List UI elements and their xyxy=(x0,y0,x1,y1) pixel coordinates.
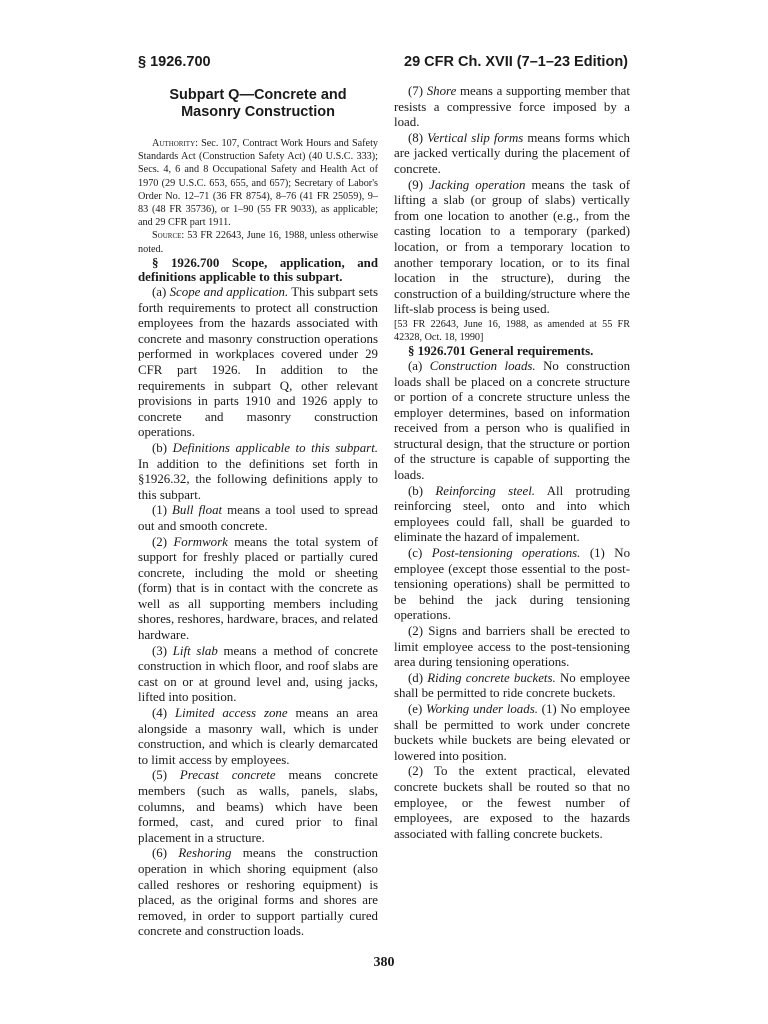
para-text: In addition to the definitions set forth in §1926.32, the following definitions apply to this subpart. xyxy=(138,456,378,502)
para-label: (1) xyxy=(152,503,173,518)
para-term: Construction loads. xyxy=(429,358,536,373)
para-term: Shore xyxy=(426,84,457,98)
para-text: means the construction operation in which shoring equipment (also called reshores or reshoring equipment) is placed, as the original forms and shores are removed, in order to support partially cured concrete and construction loads. xyxy=(138,846,378,939)
paragraph-701-a xyxy=(394,359,630,484)
para-text: (1) No employee shall be permitted to work under concrete buckets while buckets are being elevated or lowered into position. xyxy=(394,701,631,763)
para-text: means forms which are jacked vertically during the placement of concrete. xyxy=(394,130,630,176)
para-label: (9) xyxy=(408,177,430,192)
paragraph-701-d xyxy=(394,671,630,702)
running-head-edition: 29 CFR Ch. XVII (7–1–23 Edition) xyxy=(404,54,628,70)
para-text: means a tool used to spread out and smooth concrete. xyxy=(138,503,379,533)
paragraph-700-b xyxy=(138,441,378,503)
para-term: Definitions applicable to this subpart. xyxy=(172,440,378,455)
section-701-heading: § 1926.701 General requirements. xyxy=(408,344,594,359)
page-number: 380 xyxy=(373,955,395,970)
para-text: means concrete members (such as walls, panels, slabs, columns, and beams) which have been formed, cast, and cured prior to final placement in a structure. xyxy=(138,768,378,845)
subpart-title-line-2: Masonry Construction xyxy=(181,104,335,120)
para-label: (8) xyxy=(408,130,428,145)
source-label: Source: xyxy=(152,230,185,242)
definition-formwork xyxy=(138,535,378,644)
authority-label: Authority: xyxy=(152,138,198,149)
para-label: (7) xyxy=(408,84,427,98)
definition-shore xyxy=(394,84,630,131)
amendment-citation: [53 FR 22643, June 16, 1988, as amended at 55 FR 42328, Oct. 18, 1990] xyxy=(394,318,630,344)
para-label: (d) xyxy=(408,670,428,685)
subpart-title xyxy=(138,87,378,121)
para-text: No construction loads shall be placed on a concrete structure or portion of a concrete structure unless the employer determines, based on information received from a person who is qualified in structural design, that the structure or portion of the structure is capable of supporting the loads. xyxy=(394,358,631,483)
para-term: Jacking operation xyxy=(429,177,526,192)
definition-precast-concrete xyxy=(138,768,378,846)
right-column xyxy=(394,84,630,842)
para-term: Reshoring xyxy=(178,846,232,861)
para-term: Vertical slip forms xyxy=(427,130,524,145)
para-term: Scope and application. xyxy=(169,285,289,300)
authority-text: Sec. 107, Contract Work Hours and Safety Standards Act (Construction Safety Act) (40 U.S.C. 333); Secs. 4, 6 and 8 Occupational Safety and Health Act of 1970 (29 U.S.C. 653, 655, and 657); Secretary of Labor's Order No. 12–71 (36 FR 8754), 8–76 (41 FR 25059), 9–83 (48 FR 35736), or 1–90 (55 FR 9033), as applicable; and 29 CFR part 1911. xyxy=(138,138,378,229)
paragraph-701-c2: (2) Signs and barriers shall be erected to limit employee access to the post-tensioning area during tensioning operations. xyxy=(394,624,630,670)
section-700-heading: § 1926.700 Scope, application, and definitions applicable to this subpart. xyxy=(138,255,378,285)
definition-bull-float xyxy=(138,503,378,534)
left-column xyxy=(138,84,378,940)
definition-lift-slab xyxy=(138,644,378,706)
para-label: (6) xyxy=(152,846,179,861)
definition-jacking-operation xyxy=(394,178,630,318)
definition-reshoring xyxy=(138,846,378,940)
paragraph-701-b xyxy=(394,484,630,546)
para-label: (2) xyxy=(152,534,174,549)
para-label: (e) xyxy=(408,701,427,716)
para-term: Limited access zone xyxy=(175,706,288,721)
subpart-title-line-1: Subpart Q—Concrete and xyxy=(169,87,347,103)
para-label: (4) xyxy=(152,706,175,721)
para-text: This subpart sets forth requirements to protect all construction employees from the hazards associated with concrete and masonry construction operations performed in workplaces covered under 29 CFR part 1926. In addition to the requirements in subpart Q, other relevant provisions in parts 1910 and 1926 apply to concrete and masonry construction operations. xyxy=(138,285,378,440)
paragraph-701-e2: (2) To the extent practical, elevated concrete buckets shall be routed so that no employee, or the fewest number of employees, are exposed to the hazards associated with falling concrete buckets. xyxy=(394,764,630,841)
para-term: Bull float xyxy=(172,503,223,518)
para-text: means the task of lifting a slab (or group of slabs) vertically from one location to another (e.g., from the casting location to a temporary (parked) location, or from a temporary location to another temporary location, or to its final location in the structure), during the construction of a building/structure where the lift-slab process is being used. xyxy=(394,177,630,317)
para-label: (b) xyxy=(408,483,436,498)
running-head-section: § 1926.700 xyxy=(138,54,211,70)
paragraph-701-c1 xyxy=(394,546,630,624)
para-text: No employee shall be permitted to ride concrete buckets. xyxy=(394,670,631,701)
para-label: (5) xyxy=(152,768,180,783)
para-label: (c) xyxy=(408,546,432,561)
para-term: Post-tensioning operations. xyxy=(431,546,581,561)
para-term: Lift slab xyxy=(172,643,218,658)
para-text: means the total system of support for freshly placed or partially cured concrete, including the mold or sheeting (form) that is in contact with the concrete as well as all supporting members including shores, reshores, hardware, braces, and related hardware. xyxy=(138,534,378,643)
para-term: Formwork xyxy=(173,534,228,549)
para-term: Riding concrete buckets. xyxy=(427,670,556,685)
paragraph-700-a xyxy=(138,285,378,441)
source-note xyxy=(138,229,378,255)
authority-note xyxy=(138,137,378,229)
para-text: means a method of concrete construction in which floor, and roof slabs are cast on or at ground level and, using jacks, lifted into position. xyxy=(138,643,378,705)
para-label: (b) xyxy=(152,440,173,455)
source-text: 53 FR 22643, June 16, 1988, unless otherwise noted. xyxy=(138,230,378,255)
definition-limited-access-zone xyxy=(138,706,378,768)
para-term: Precast concrete xyxy=(179,768,276,783)
definition-vertical-slip-forms xyxy=(394,131,630,178)
para-text: (1) No employee (except those essential to the post-tensioning operations) shall be permitted to be behind the jack during tensioning operations. xyxy=(394,546,631,623)
para-term: Working under loads. xyxy=(426,701,538,716)
para-text: means an area alongside a masonry wall, which is under construction, and which is clearly demarcated to limit access by employees. xyxy=(138,706,378,767)
para-label: (a) xyxy=(152,285,170,300)
para-term: Reinforcing steel. xyxy=(435,483,536,498)
para-label: (a) xyxy=(408,358,430,373)
paragraph-701-e1 xyxy=(394,702,630,764)
para-text: All protruding reinforcing steel, onto and into which employees could fall, shall be guarded to eliminate the hazard of impalement. xyxy=(394,483,630,545)
para-label: (3) xyxy=(152,643,173,658)
para-text: means a supporting member that resists a compressive force imposed by a load. xyxy=(394,84,630,130)
